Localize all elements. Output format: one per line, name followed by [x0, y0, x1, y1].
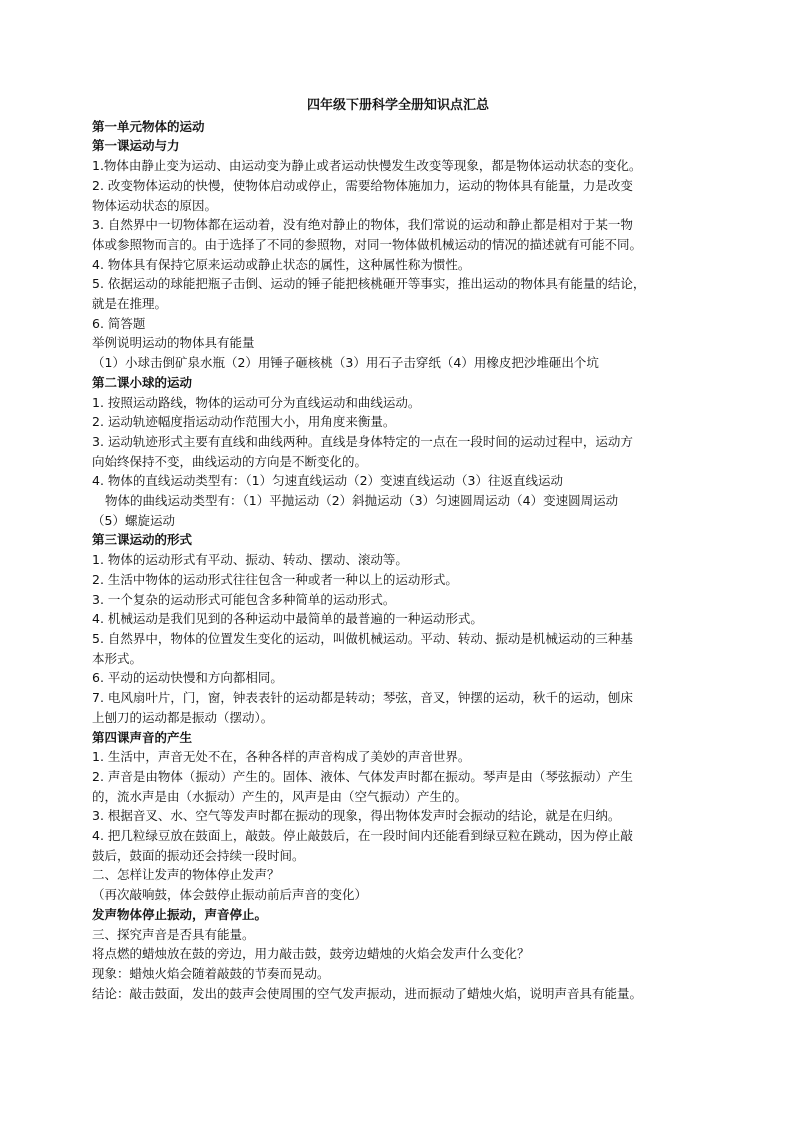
- section-heading: 第一课运动与力: [92, 138, 180, 154]
- text-line: 现象：蜡烛火焰会随着敲鼓的节奏而晃动。: [92, 965, 330, 981]
- document-body: [92, 117, 704, 1004]
- text-line: 1. 物体的运动形式有平动、振动、转动、摆动、滚动等。: [92, 552, 408, 568]
- section-heading: 发声物体停止振动，声音停止。: [92, 906, 268, 922]
- text-line: 1. 按照运动路线，物体的运动可分为直线运动和曲线运动。: [92, 394, 421, 410]
- text-line: 物体运动状态的原因。: [92, 197, 218, 213]
- text-line: 4. 物体具有保持它原来运动或静止状态的属性，这种属性称为惯性。: [92, 256, 471, 272]
- text-line: 7. 电风扇叶片，门，窗，钟表表针的运动都是转动；琴弦，音叉，钟摆的运动，秋千的运动，刨床: [92, 690, 633, 706]
- text-line: 6. 简答题: [92, 315, 146, 331]
- text-line: 4. 机械运动是我们见到的各种运动中最简单的最普遍的一种运动形式。: [92, 611, 483, 627]
- text-line: 4. 物体的直线运动类型有：（1）匀速直线运动（2）变速直线运动（3）往返直线运动: [92, 473, 564, 489]
- text-line: 2. 运动轨迹幅度指运动动作范围大小，用角度来衡量。: [92, 414, 396, 430]
- text-line: 就是在推理。: [92, 296, 168, 312]
- text-line: 5. 自然界中，物体的位置发生变化的运动，叫做机械运动。平动、转动、振动是机械运动的三种基: [92, 630, 633, 646]
- section-heading: 第三课运动的形式: [92, 532, 193, 548]
- section-heading: 第一单元物体的运动: [92, 118, 205, 134]
- text-line: 6. 平动的运动快慢和方向都相同。: [92, 670, 283, 686]
- document-title: 四年级下册科学全册知识点汇总: [306, 98, 489, 113]
- section-heading: 第二课小球的运动: [92, 374, 193, 390]
- text-line: 3. 自然界中一切物体都在运动着，没有绝对静止的物体，我们常说的运动和静止都是相对于某一物: [92, 217, 633, 233]
- text-line: 上刨刀的运动都是振动（摆动）。: [92, 709, 274, 725]
- text-line: 的，流水声是由（水振动）产生的，风声是由（空气振动）产生的。: [92, 788, 468, 804]
- document-page: [92, 96, 704, 1003]
- text-line: 1. 生活中，声音无处不在，各种各样的声音构成了美妙的声音世界。: [92, 749, 471, 765]
- text-line: 3. 一个复杂的运动形式可能包含多种简单的运动形式。: [92, 591, 396, 607]
- text-line: （再次敲响鼓，体会鼓停止振动前后声音的变化）: [92, 887, 368, 903]
- text-line: 体或参照物而言的。由于选择了不同的参照物，对同一物体做机械运动的情况的描述就有可能不同。: [92, 236, 643, 252]
- text-line: 举例说明运动的物体具有能量: [92, 335, 255, 351]
- text-line: （1）小球击倒矿泉水瓶（2）用锤子砸核桃（3）用石子击穿纸（4）用橡皮把沙堆砸出个坑: [92, 355, 599, 371]
- text-line: 4. 把几粒绿豆放在鼓面上，敲鼓。停止敲鼓后，在一段时间内还能看到绿豆粒在跳动，因为停止敲: [92, 828, 633, 844]
- text-line: 2. 声音是由物体（振动）产生的。固体、液体、气体发声时都在振动。琴声是由（琴弦振动）产生: [92, 768, 633, 784]
- text-line: 二、怎样让发声的物体停止发声？: [92, 867, 280, 883]
- text-line: （5）螺旋运动: [92, 512, 175, 528]
- section-heading: 第四课声音的产生: [92, 729, 193, 745]
- text-line: 2. 生活中物体的运动形式往往包含一种或者一种以上的运动形式。: [92, 571, 458, 587]
- text-line: 将点燃的蜡烛放在鼓的旁边，用力敲击鼓，鼓旁边蜡烛的火焰会发声什么变化？: [92, 946, 530, 962]
- text-line: 5. 依据运动的球能把瓶子击倒、运动的锤子能把核桃砸开等事实，推出运动的物体具有能量的结论，: [92, 276, 646, 292]
- text-line: 3. 运动轨迹形式主要有直线和曲线两种。直线是身体特定的一点在一段时间的运动过程中，运动方: [92, 433, 633, 449]
- text-line: 物体的曲线运动类型有：（1）平抛运动（2）斜抛运动（3）匀速圆周运动（4）变速圆周运动: [105, 493, 619, 509]
- text-line: 结论：敲击鼓面，发出的鼓声会使周围的空气发声振动，进而振动了蜡烛火焰，说明声音具有能量。: [92, 985, 643, 1001]
- text-line: 1.物体由静止变为运动、由运动变为静止或者运动快慢发生改变等现象，都是物体运动状态的变化。: [92, 158, 642, 174]
- text-line: 向始终保持不变，曲线运动的方向是不断变化的。: [92, 453, 368, 469]
- text-line: 2. 改变物体运动的快慢，使物体启动或停止，需要给物体施加力，运动的物体具有能量，力是改变: [92, 177, 633, 193]
- text-line: 3. 根据音叉、水、空气等发声时都在振动的现象，得出物体发声时会振动的结论，就是在归纳。: [92, 808, 621, 824]
- text-line: 本形式。: [92, 650, 143, 666]
- text-line: 鼓后，鼓面的振动还会持续一段时间。: [92, 847, 305, 863]
- text-line: 三、探究声音是否具有能量。: [92, 926, 255, 942]
